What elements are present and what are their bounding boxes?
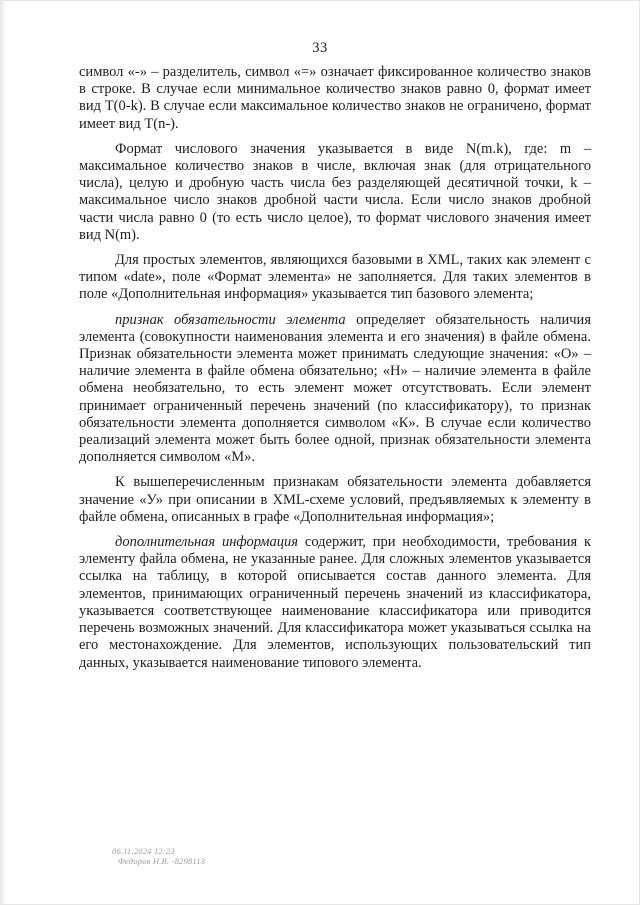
paragraph-required-attribute bbox=[79, 312, 591, 467]
signature-stamp bbox=[112, 846, 205, 866]
stamp-signer: Федоров Н.В. -8298113 bbox=[118, 856, 206, 866]
page-number: 33 bbox=[312, 40, 328, 56]
term-required-attribute: признак обязательности элемента bbox=[115, 311, 346, 328]
paragraph-additional-info bbox=[79, 534, 591, 672]
additional-info-description: содержит, при необходимости, требования к элементу файла обмена, не указанные ранее. Для сложных элементов указывается ссылка на таблицу, в которой описывается состав данного элемента. Для элементов, принимающих ограниченный перечень значений из классификатора, указывается соответствующее наименование классификатора или приводится перечень возможных значений. Для классификатора может указываться ссылка на его местонахождение. Для элементов, использующих пользовательский тип данных, указывается наименование типового элемента. bbox=[79, 534, 591, 671]
paragraph-conditional-value: К вышеперечисленным признакам обязательности элемента добавляется значение «У» при описании в XML-схеме условий, предъявляемых к элементу в файле обмена, описанных в графе «Дополнительная информация»; bbox=[79, 474, 591, 525]
paragraph-simple-elements: Для простых элементов, являющихся базовыми в XML, таких как элемент с типом «date», поле «Формат элемента» не заполняется. Для таких элементов в поле «Дополнительная информация» указывается тип базового элемента; bbox=[79, 252, 591, 303]
stamp-date: 06.11.2024 12:23 bbox=[112, 846, 175, 856]
paragraph-format-text-continuation: символ «-» – разделитель, символ «=» означает фиксированное количество знаков в строке. В случае если минимальное количество знаков равно 0, формат имеет вид T(0-k). В случае если максимальное количество знаков не ограничено, формат имеет вид T(n-). bbox=[79, 64, 591, 132]
document-body bbox=[79, 64, 591, 672]
required-attribute-description: определяет обязательность наличия элемента (совокупности наименования элемента и его значения) в файле обмена. Признак обязательности элемента может принимать следующие значения: «О» – наличие элемента в файле обмена обязательно; «Н» – наличие элемента в файле обмена необязательно, то есть элемент может отсутствовать. Если элемент принимает ограниченный перечень значений (по классификатору), то признак обязательности элемента дополняется символом «К». В случае если количество реализаций элемента может быть более одной, признак обязательности элемента дополняется символом «М». bbox=[79, 311, 591, 466]
paragraph-numeric-format: Формат числового значения указывается в виде N(m.k), где: m – максимальное количество знаков в числе, включая знак (для отрицательного числа), целую и дробную часть числа без разделяющей десятичной точки, k – максимальное число знаков дробной части числа. Если число знаков дробной части числа равно 0 (то есть число целое), то формат числового значения имеет вид N(m). bbox=[79, 140, 591, 243]
term-additional-info: дополнительная информация bbox=[115, 534, 299, 551]
